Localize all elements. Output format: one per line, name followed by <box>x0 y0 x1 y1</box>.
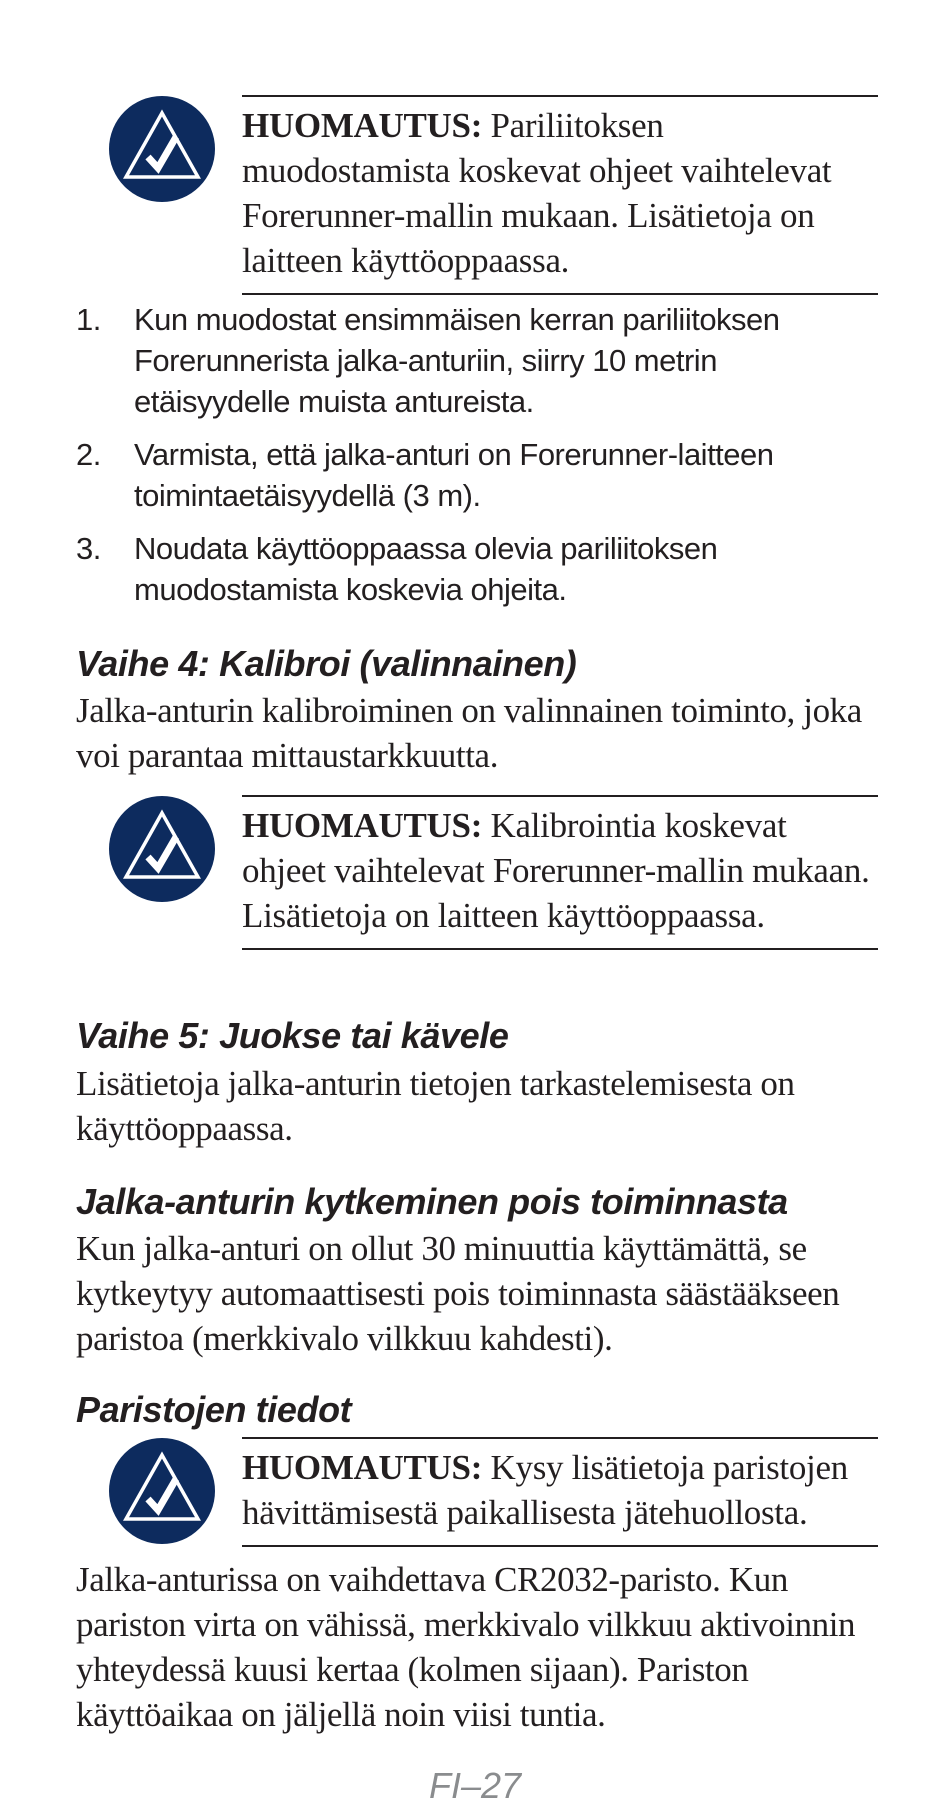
note-check-icon <box>108 95 216 203</box>
note-label: HUOMAUTUS: <box>242 106 483 145</box>
step-text: Kun muodostat ensimmäisen kerran pariliitoksen Forerunnerista jalka-anturiin, siirry 10 metrin etäisyydelle muista antureista. <box>134 302 780 419</box>
section-body-battery: Jalka-anturissa on vaihdettava CR2032-paristo. Kun pariston virta on vähissä, merkkivalo vilkkuu aktivoinnin yhteydessä kuusi kertaa (kolmen sijaan). Pariston käyttöaikaa on jäljellä noin viisi tuntia. <box>76 1560 856 1734</box>
note-text <box>242 1437 878 1547</box>
note-check-icon <box>108 1437 216 1545</box>
note-label: HUOMAUTUS: <box>242 806 483 845</box>
list-item <box>76 528 866 610</box>
list-item <box>76 434 866 516</box>
note-check-icon <box>108 795 216 903</box>
section-heading-step5: Vaihe 5: Juokse tai kävele <box>76 1015 509 1056</box>
note-body: Kalibrointia koskevat ohjeet vaihtelevat Forerunner-mallin mukaan. Lisätietoja on laitteen käyttöoppaassa. <box>242 806 870 935</box>
section-heading-battery: Paristojen tiedot <box>76 1389 352 1430</box>
step-text: Noudata käyttöoppaassa olevia pariliitoksen muodostamista koskevia ohjeita. <box>134 531 718 607</box>
note-text <box>242 795 878 950</box>
section-body-power-off: Kun jalka-anturi on ollut 30 minuuttia käyttämättä, se kytkeytyy automaattisesti pois toiminnasta säästääkseen paristoa (merkkivalo vilkkuu kahdesti). <box>76 1229 840 1358</box>
section-heading-power-off: Jalka-anturin kytkeminen pois toiminnasta <box>76 1181 788 1222</box>
section-heading-step4: Vaihe 4: Kalibroi (valinnainen) <box>76 643 577 684</box>
section-body-step5: Lisätietoja jalka-anturin tietojen tarkastelemisesta on käyttöoppaassa. <box>76 1064 795 1148</box>
note-body: Pariliitoksen muodostamista koskevat ohjeet vaihtelevat Forerunner-mallin mukaan. Lisätietoja on laitteen käyttöoppaassa. <box>242 106 832 280</box>
note-label: HUOMAUTUS: <box>242 1448 483 1487</box>
list-item <box>76 299 866 422</box>
step-number: 3. <box>76 531 101 566</box>
step-text: Varmista, että jalka-anturi on Forerunner-laitteen toimintaetäisyydellä (3 m). <box>134 437 774 513</box>
step-number: 2. <box>76 437 101 472</box>
note-body: Kysy lisätietoja paristojen hävittämisestä paikallisesta jätehuollosta. <box>242 1448 848 1532</box>
page-number: FI–27 <box>428 1765 522 1806</box>
section-body-step4: Jalka-anturin kalibroiminen on valinnainen toiminto, joka voi parantaa mittaustarkkuutta. <box>76 691 862 775</box>
step-number: 1. <box>76 302 101 337</box>
pairing-steps-list <box>76 299 866 622</box>
note-text <box>242 95 878 295</box>
